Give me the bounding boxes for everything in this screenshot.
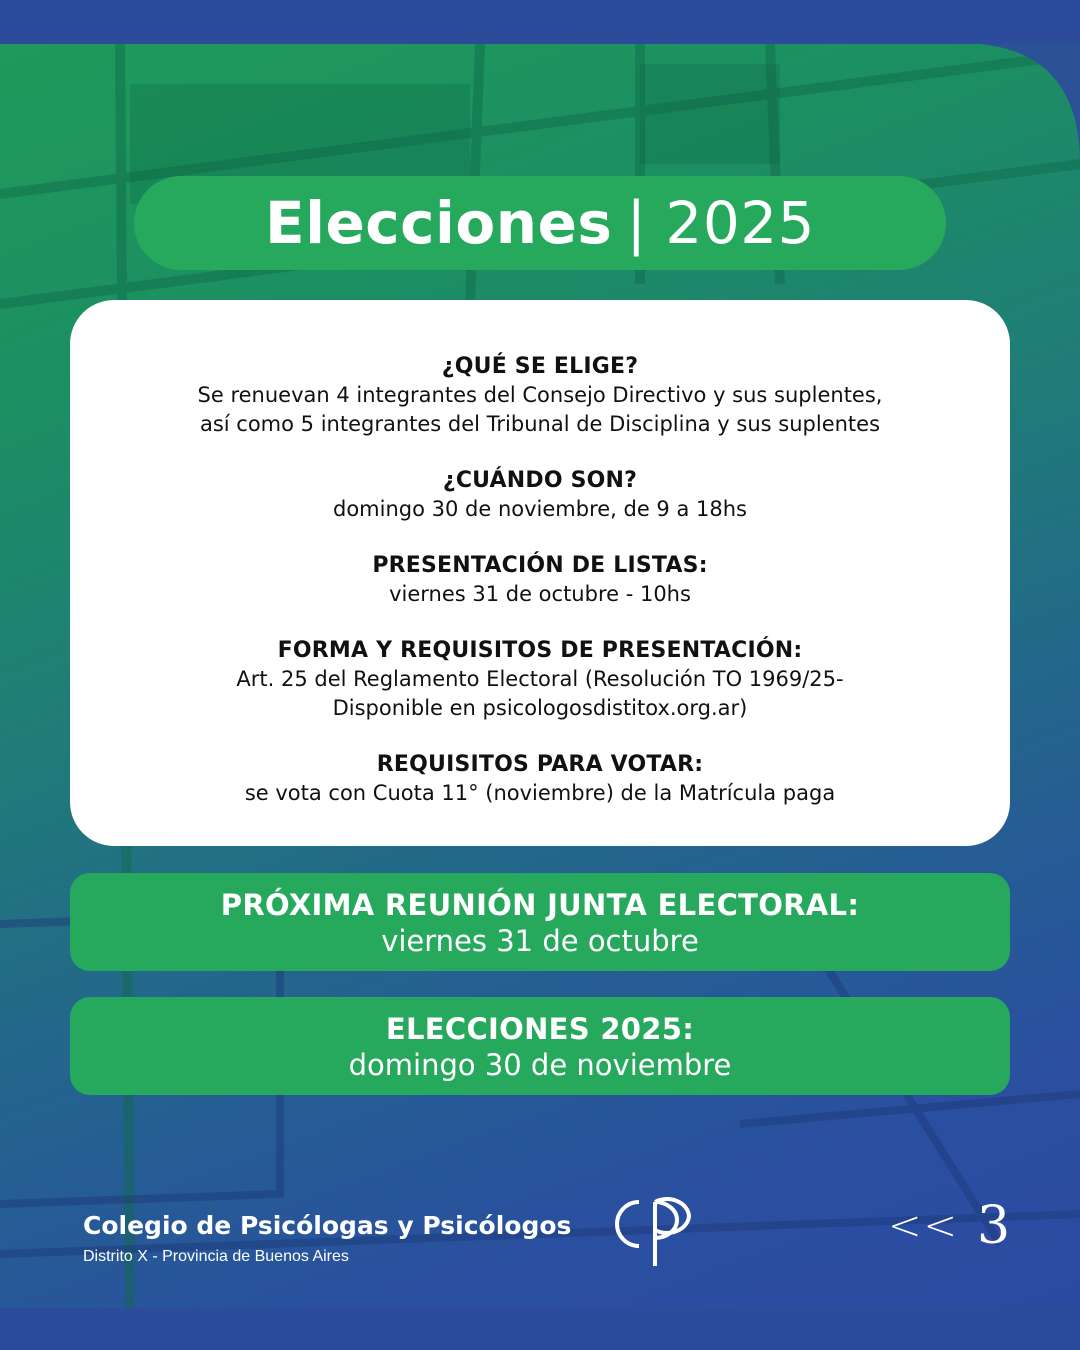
section-que-se-elige bbox=[70, 352, 1010, 439]
section-heading: ¿CUÁNDO SON? bbox=[442, 468, 638, 493]
section-text: Art. 25 del Reglamento Electoral (Resolución TO 1969/25- bbox=[236, 667, 844, 691]
page-indicator bbox=[888, 1196, 1015, 1256]
info-card bbox=[70, 300, 1010, 846]
banner-heading: ELECCIONES 2025: bbox=[385, 1012, 695, 1046]
back-arrows-icon: << bbox=[888, 1203, 960, 1249]
elecciones-banner bbox=[70, 997, 1010, 1095]
section-text: Se renuevan 4 integrantes del Consejo Directivo y sus suplentes, bbox=[197, 383, 883, 407]
page-title bbox=[134, 176, 946, 270]
banner-date: viernes 31 de octubre bbox=[381, 924, 699, 958]
section-heading: ¿QUÉ SE ELIGE? bbox=[441, 354, 639, 379]
title-main: Elecciones bbox=[264, 189, 613, 257]
banner-date: domingo 30 de noviembre bbox=[348, 1048, 732, 1082]
section-forma-requisitos bbox=[70, 636, 1010, 723]
org-district: Distrito X - Provincia de Buenos Aires bbox=[83, 1248, 349, 1265]
section-text: domingo 30 de noviembre, de 9 a 18hs bbox=[332, 497, 747, 521]
junta-electoral-banner bbox=[70, 873, 1010, 971]
title-year: | 2025 bbox=[626, 189, 816, 257]
section-text: se vota con Cuota 11° (noviembre) de la Matrícula paga bbox=[244, 781, 836, 805]
cp-monogram-icon bbox=[605, 1188, 697, 1268]
top-frame-bar bbox=[0, 0, 1080, 44]
banner-heading: PRÓXIMA REUNIÓN JUNTA ELECTORAL: bbox=[220, 888, 860, 922]
org-name: Colegio de Psicólogas y Psicólogos bbox=[83, 1211, 572, 1240]
section-presentacion-listas bbox=[70, 551, 1010, 609]
section-requisitos-votar bbox=[70, 750, 1010, 808]
section-heading: FORMA Y REQUISITOS DE PRESENTACIÓN: bbox=[277, 638, 803, 663]
section-text: así como 5 integrantes del Tribunal de Disciplina y sus suplentes bbox=[199, 412, 881, 436]
bottom-frame-bar bbox=[0, 1308, 1080, 1350]
section-heading: REQUISITOS PARA VOTAR: bbox=[376, 752, 704, 777]
section-cuando-son bbox=[70, 466, 1010, 524]
page-number: 3 bbox=[977, 1196, 1015, 1256]
section-text: Disponible en psicologosdistitox.org.ar) bbox=[332, 696, 748, 720]
section-text: viernes 31 de octubre - 10hs bbox=[389, 582, 691, 606]
section-heading: PRESENTACIÓN DE LISTAS: bbox=[372, 553, 708, 578]
